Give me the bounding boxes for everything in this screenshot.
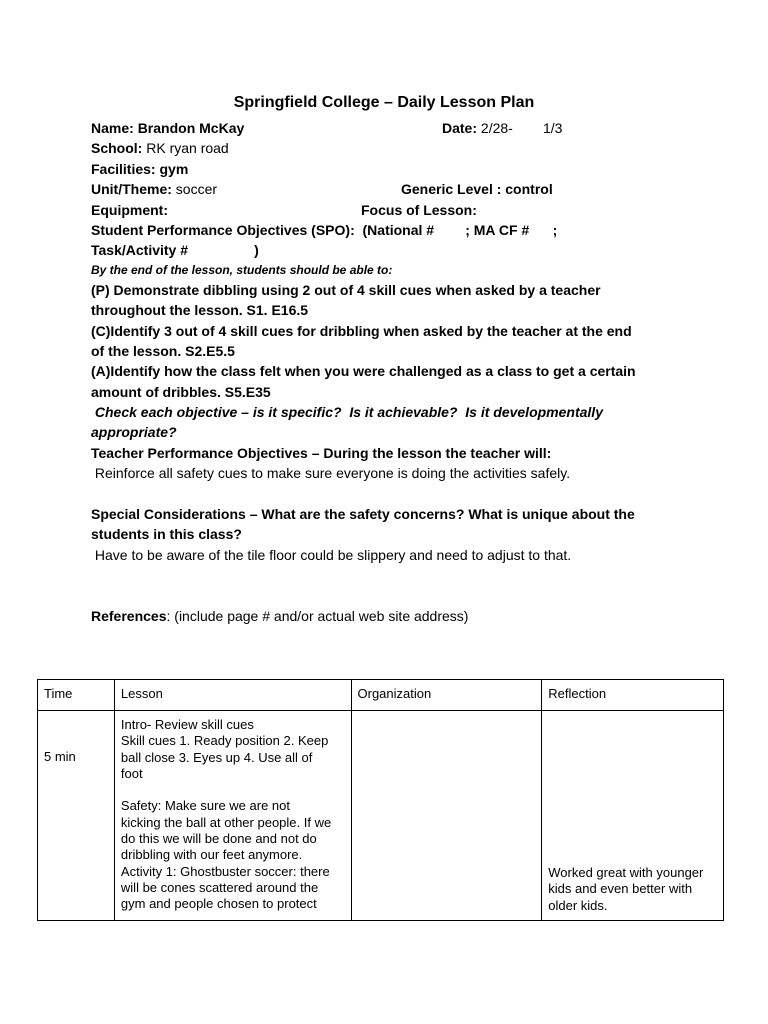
school-line bbox=[91, 138, 661, 158]
objectives-intro: By the end of the lesson, students should be able to: bbox=[91, 262, 393, 277]
focus-label: Focus of Lesson: bbox=[361, 201, 477, 218]
date-value: 2/28- bbox=[480, 120, 513, 136]
lesson-line: ball close 3. Eyes up 4. Use all of bbox=[120, 749, 313, 765]
check-objective-line2: appropriate? bbox=[91, 424, 177, 441]
lesson-line: kicking the ball at other people. If we bbox=[120, 814, 332, 830]
header-lesson: Lesson bbox=[114, 680, 351, 711]
objective-p-line2: throughout the lesson. S1. E16.5 bbox=[91, 302, 309, 319]
special-considerations-heading-line2: students in this class? bbox=[91, 526, 242, 543]
header-organization: Organization bbox=[351, 680, 542, 711]
check-objective-line1: Check each objective – is it specific? Is it achievable? Is it developmentally bbox=[91, 404, 603, 421]
lesson-line: dribbling with our feet anymore. bbox=[120, 847, 303, 863]
name-value: Brandon McKay bbox=[137, 120, 245, 136]
teacher-objectives-heading: Teacher Performance Objectives – During the lesson the teacher will: bbox=[91, 444, 552, 461]
page-title: Springfield College – Daily Lesson Plan bbox=[233, 94, 535, 111]
spacer bbox=[91, 586, 661, 606]
generic-level: Generic Level : control bbox=[401, 181, 553, 198]
references-label: References bbox=[91, 607, 167, 624]
special-considerations-text: Have to be aware of the tile floor could be slippery and need to adjust to that. bbox=[91, 546, 572, 563]
lesson-line: do this we will be done and not do bbox=[120, 831, 317, 847]
equipment-line bbox=[91, 200, 661, 220]
cell-lesson bbox=[114, 711, 351, 921]
table-header-row bbox=[38, 680, 724, 711]
school-value: RK ryan road bbox=[146, 140, 229, 157]
references-text: : (include page # and/or actual web site address) bbox=[166, 607, 469, 624]
lesson-plan-content bbox=[91, 118, 661, 626]
spacer bbox=[91, 484, 661, 504]
cell-organization bbox=[351, 711, 542, 921]
lesson-line: Intro- Review skill cues bbox=[120, 717, 254, 732]
unit-line bbox=[91, 179, 661, 199]
objective-c-line1: (C)Identify 3 out of 4 skill cues for dribbling when asked by the teacher at the end bbox=[91, 322, 632, 339]
lesson-line: Safety: Make sure we are not bbox=[120, 798, 290, 814]
equipment-label: Equipment: bbox=[91, 201, 168, 218]
lesson-line: Activity 1: Ghostbuster soccer: there bbox=[120, 863, 330, 879]
objective-a-line1: (A)Identify how the class felt when you were challenged as a class to get a certain bbox=[91, 363, 636, 380]
spo-line: Student Performance Objectives (SPO): (National # ; MA CF # ; bbox=[91, 221, 558, 238]
date-group bbox=[442, 118, 513, 138]
task-line: Task/Activity # ) bbox=[91, 242, 259, 259]
table-row bbox=[38, 711, 724, 921]
lesson-line bbox=[121, 782, 345, 798]
date-extra: 1/3 bbox=[543, 120, 563, 136]
references-line bbox=[91, 606, 661, 626]
date-label: Date: bbox=[442, 120, 478, 136]
reflection-line: older kids. bbox=[548, 897, 608, 913]
reflection-line: kids and even better with bbox=[548, 881, 693, 897]
school-label: School: bbox=[91, 140, 143, 157]
reflection-line: Worked great with younger bbox=[548, 865, 704, 880]
special-considerations-heading-line1: Special Considerations – What are the safety concerns? What is unique about the bbox=[91, 506, 635, 523]
facilities-line bbox=[91, 159, 661, 179]
unit-label: Unit/Theme: bbox=[91, 181, 172, 198]
name-date-line bbox=[91, 118, 661, 138]
unit-value: soccer bbox=[175, 181, 218, 198]
cell-time: 5 min bbox=[38, 711, 115, 921]
facilities-label: Facilities: bbox=[91, 160, 156, 177]
lesson-line: will be cones scattered around the bbox=[120, 879, 319, 895]
objective-c-line2: of the lesson. S2.E5.5 bbox=[91, 342, 235, 359]
lesson-line: gym and people chosen to protect bbox=[120, 896, 317, 912]
facilities-value: gym bbox=[159, 160, 189, 177]
lesson-line: foot bbox=[120, 765, 143, 781]
objective-a-line2: amount of dribbles. S5.E35 bbox=[91, 383, 271, 400]
name-label: Name: bbox=[91, 120, 134, 136]
objective-p-line1: (P) Demonstrate dibbling using 2 out of 4 skill cues when asked by a teacher bbox=[91, 281, 601, 298]
spacer bbox=[91, 565, 661, 585]
header-time: Time bbox=[38, 680, 115, 711]
lesson-line: Skill cues 1. Ready position 2. Keep bbox=[120, 733, 329, 749]
header-reflection: Reflection bbox=[542, 680, 724, 711]
cell-reflection bbox=[542, 711, 724, 921]
lesson-table bbox=[37, 679, 724, 921]
teacher-objectives-text: Reinforce all safety cues to make sure everyone is doing the activities safely. bbox=[91, 465, 571, 482]
